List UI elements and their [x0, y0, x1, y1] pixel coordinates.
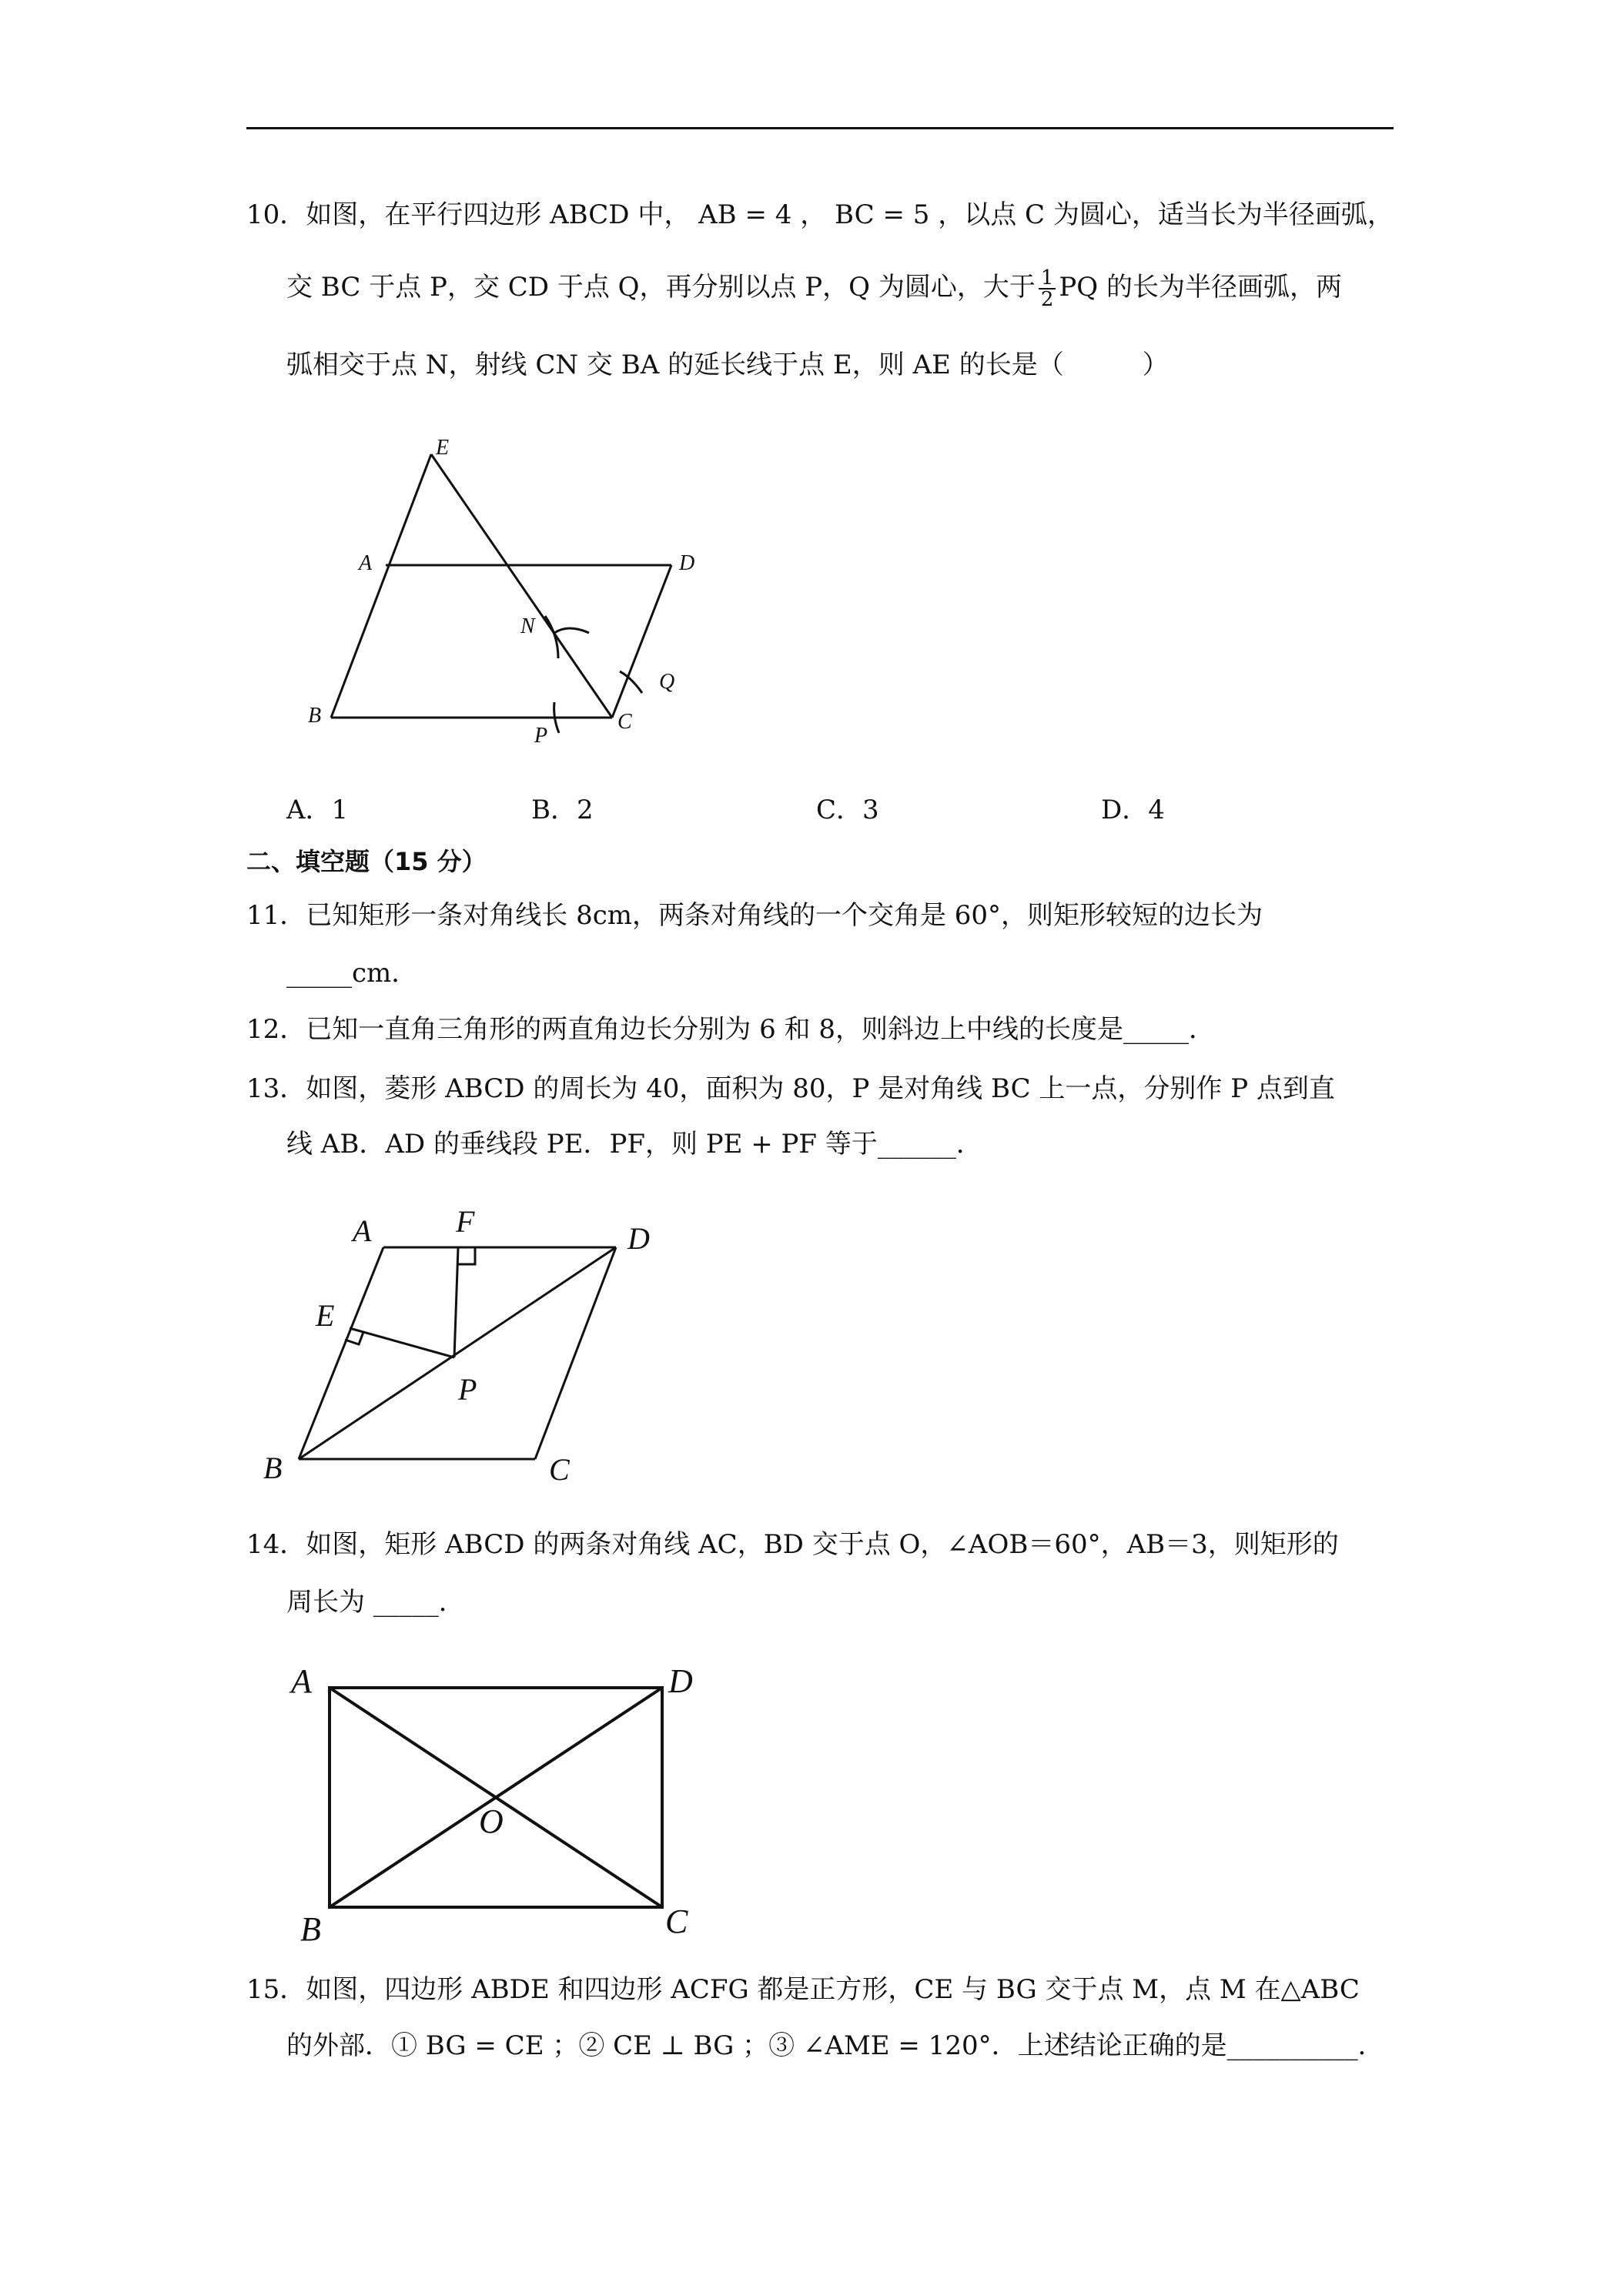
q14-figure-rectangle	[277, 1648, 724, 1948]
label-b: B	[308, 704, 322, 728]
label-o: O	[479, 1802, 504, 1840]
label-p: P	[534, 724, 548, 748]
q13-line1: 13．如图，菱形 ABCD 的周长为 40，面积为 80，P 是对角线 BC 上一点，分别作 P 点到直	[246, 1073, 1335, 1104]
q12-line1: 12．已知一直角三角形的两直角边长分别为 6 和 8，则斜边上中线的长度是_____．	[246, 1014, 1215, 1045]
q10-frac-den: 2	[1040, 288, 1054, 311]
label-a: A	[291, 1662, 312, 1700]
label-c: C	[549, 1452, 570, 1487]
ray-ce	[431, 454, 612, 718]
q14-line2: 周长为 _____．	[286, 1587, 465, 1618]
label-d: D	[679, 551, 695, 575]
label-e: E	[436, 436, 450, 460]
segment-pf	[454, 1247, 458, 1357]
q10-line3: 弧相交于点 N，射线 CN 交 BA 的延长线于点 E，则 AE 的长是（ ）	[286, 350, 1169, 380]
side-dc	[612, 565, 671, 718]
segment-pe	[350, 1328, 454, 1357]
side-dc	[535, 1247, 616, 1459]
label-a: A	[353, 1213, 372, 1248]
label-d: D	[627, 1221, 650, 1256]
q10-line1: 10．如图，在平行四边形 ABCD 中， AB = 4 ， BC = 5 ，以点 C 为圆心，适当长为半径画弧，	[246, 199, 1394, 230]
q10-frac-num: 1	[1039, 268, 1056, 290]
q10-option-c: C．3	[816, 795, 879, 825]
q10-line2	[286, 268, 1342, 310]
q10-option-b: B．2	[531, 795, 594, 825]
q11-line2: _____cm．	[286, 958, 418, 989]
q13-figure-rhombus	[254, 1201, 685, 1494]
q11-line1: 11．已知矩形一条对角线长 8cm，两条对角线的一个交角是 60°，则矩形较短的边长为	[246, 900, 1263, 931]
label-p: P	[458, 1372, 477, 1407]
q10-line2-b: PQ 的长为半径画弧，两	[1059, 272, 1342, 303]
section-title: 二、填空题（15 分）	[246, 847, 487, 876]
label-n: N	[520, 614, 535, 638]
label-e: E	[316, 1298, 335, 1333]
label-d: D	[668, 1662, 693, 1700]
label-a: A	[359, 551, 373, 575]
label-b: B	[263, 1451, 283, 1485]
q10-figure-parallelogram	[293, 431, 693, 755]
side-ab	[299, 1247, 383, 1459]
q15-line2: 的外部．① BG = CE ；② CE ⊥ BG ；③ ∠AME = 120°．上述结论正确的是__________．	[286, 2030, 1384, 2061]
label-f: F	[456, 1204, 475, 1239]
label-c: C	[617, 710, 632, 734]
q14-line1: 14．如图，矩形 ABCD 的两条对角线 AC，BD 交于点 O，∠AOB＝60°，AB＝3，则矩形的	[246, 1529, 1339, 1560]
line-be	[331, 454, 431, 718]
q10-option-d: D．4	[1101, 795, 1165, 825]
q10-line2-a: 交 BC 于点 P，交 CD 于点 Q，再分别以点 P，Q 为圆心，大于	[286, 272, 1036, 303]
q10-option-a: A．1	[286, 795, 349, 825]
arc-n1	[554, 628, 589, 633]
label-c: C	[665, 1903, 688, 1940]
q10-fraction	[1039, 268, 1056, 310]
label-q: Q	[659, 670, 675, 694]
q13-line2: 线 AB．AD 的垂线段 PE．PF，则 PE + PF 等于______．	[286, 1129, 982, 1160]
q15-line1: 15．如图，四边形 ABDE 和四边形 ACFG 都是正方形，CE 与 BG 交于点 M，点 M 在△ABC	[246, 1974, 1360, 2005]
label-b: B	[300, 1910, 321, 1948]
header-rule	[246, 127, 1394, 129]
right-angle-f	[458, 1247, 475, 1264]
